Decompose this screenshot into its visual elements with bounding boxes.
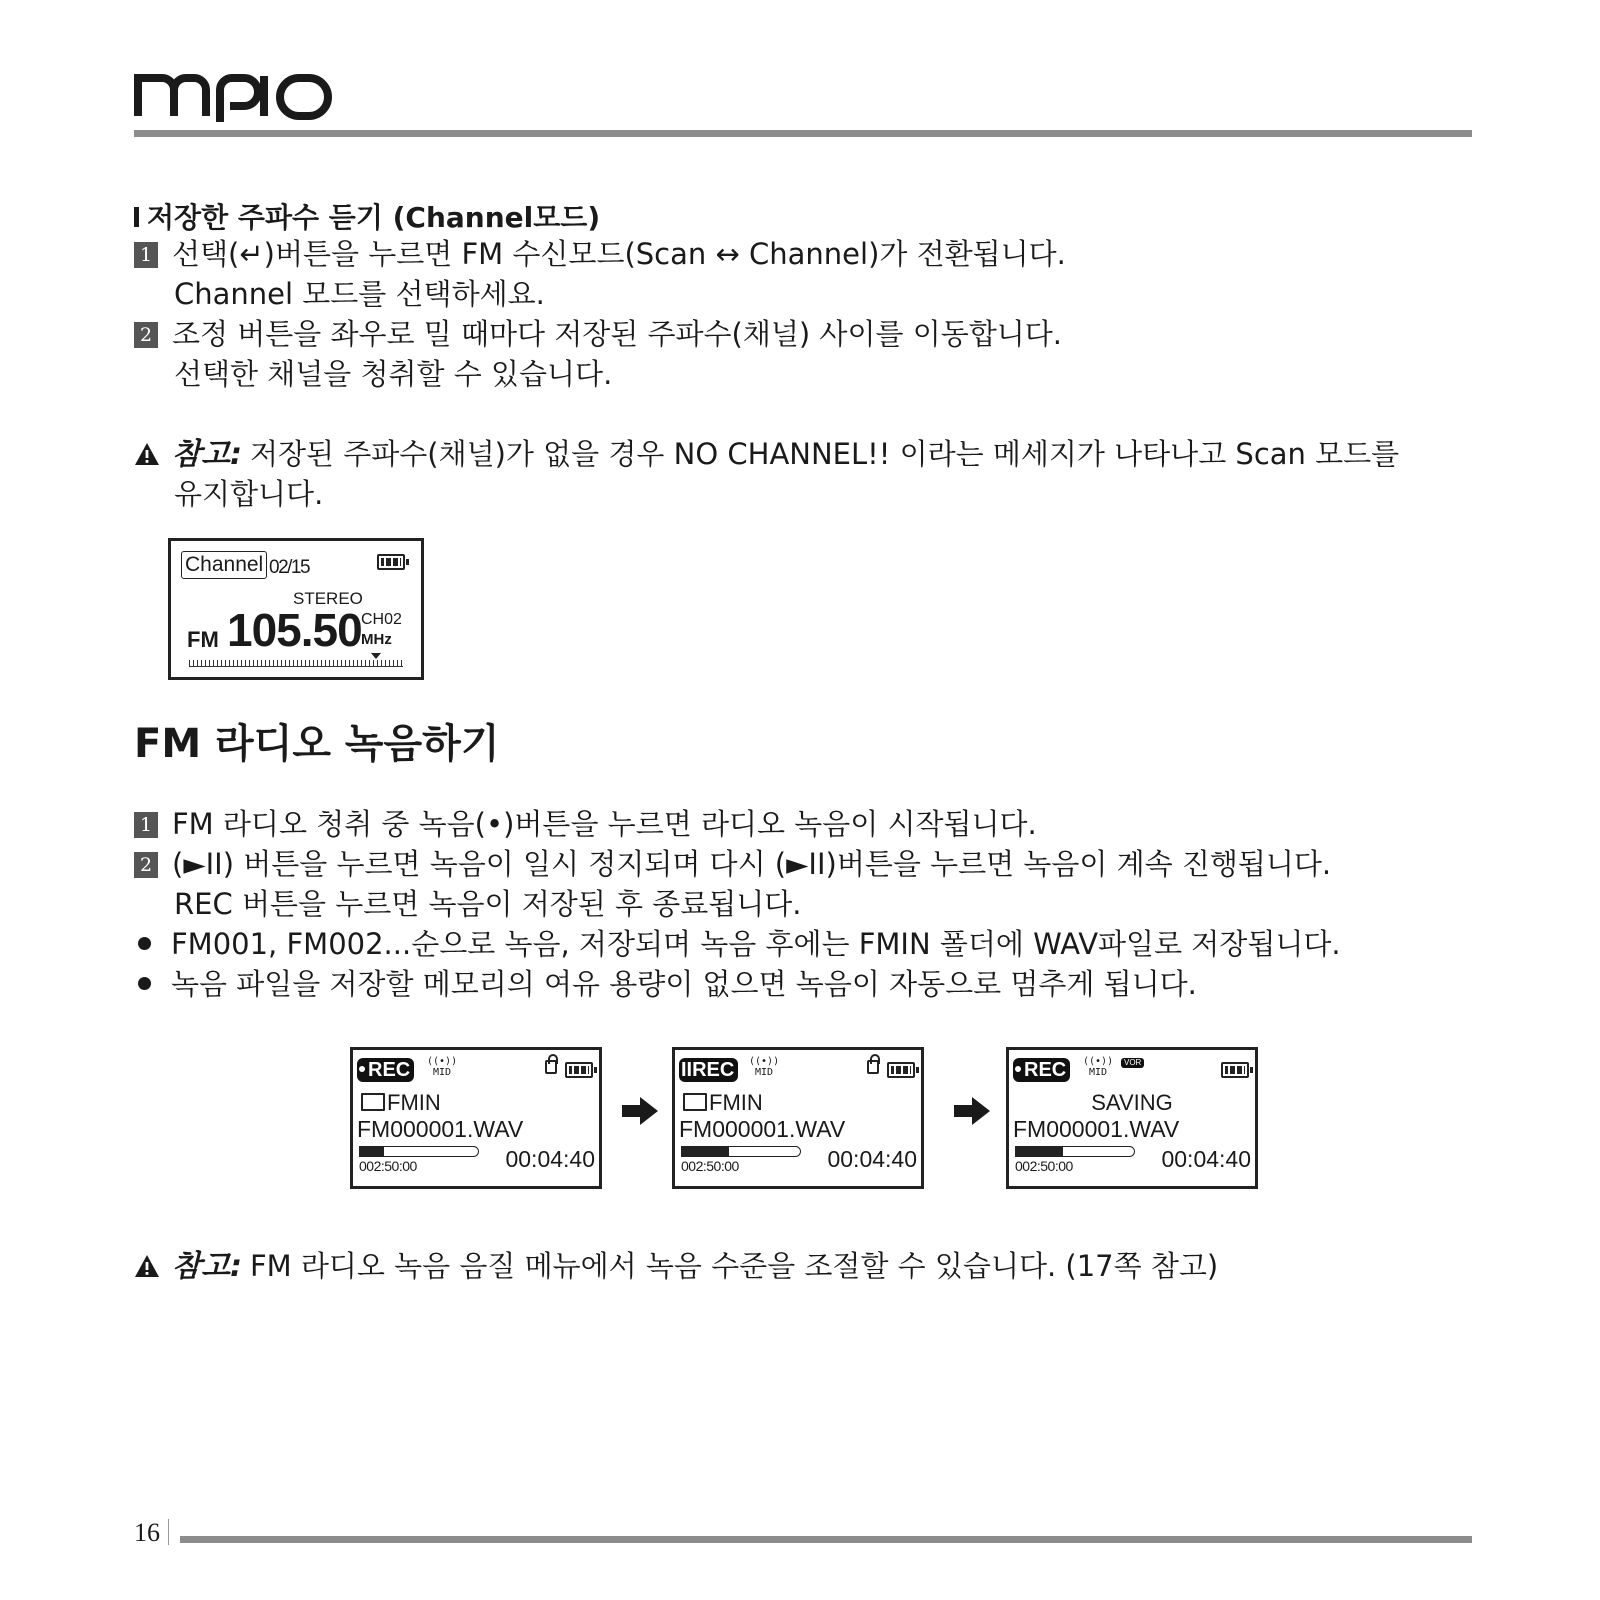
- remaining-time: 002:50:00: [1015, 1158, 1073, 1174]
- file-name: FM000001.WAV: [357, 1116, 524, 1142]
- mid-label: ((•)) MID: [1083, 1056, 1114, 1078]
- mid-label: ((•)) MID: [749, 1056, 780, 1078]
- step-2-channel: 2 조정 버튼을 좌우로 밀 때마다 저장된 주파수(채널) 사이를 이동합니다.: [134, 314, 1062, 354]
- recording-progress-bar: [359, 1146, 479, 1157]
- remaining-time: 002:50:00: [681, 1158, 739, 1174]
- battery-icon: [377, 554, 405, 570]
- channel-count: 02/15: [269, 557, 310, 578]
- recording-progress-bar: [681, 1146, 801, 1157]
- step-1-record: 1 FM 라디오 청취 중 녹음(•)버튼을 누르면 라디오 녹음이 시작됩니다.: [134, 804, 1037, 844]
- saving-status: SAVING: [1091, 1090, 1173, 1115]
- bullet-item: 녹음 파일을 저장할 메모리의 여유 용량이 없으면 녹음이 자동으로 멈추게 됩니다.: [134, 964, 1197, 1004]
- arrow-right-icon: [952, 1095, 992, 1127]
- page-number: 16: [134, 1518, 169, 1548]
- lock-icon: [545, 1060, 557, 1074]
- step-2-continued: 선택한 채널을 청취할 수 있습니다.: [174, 357, 613, 391]
- elapsed-time: 00:04:40: [827, 1146, 917, 1172]
- rec-paused-badge: IIREC: [679, 1058, 738, 1082]
- bullet-icon: [138, 977, 151, 990]
- step-1-continued: Channel 모드를 선택하세요.: [174, 277, 545, 311]
- folder-label: FMIN: [361, 1090, 441, 1116]
- lcd-recording-screen: [350, 1047, 602, 1189]
- remaining-time: 002:50:00: [359, 1158, 417, 1174]
- channel-number: CH02: [361, 611, 402, 628]
- rec-badge: REC: [1013, 1058, 1070, 1082]
- frequency: 105.50: [227, 604, 362, 656]
- note-channel: 참고: 저장된 주파수(채널)가 없을 경우 NO CHANNEL!! 이라는 메세지가 나타나고 Scan 모드를: [134, 434, 1399, 475]
- warning-icon: [134, 442, 160, 466]
- file-name: FM000001.WAV: [679, 1116, 846, 1142]
- frequency-unit: MHz: [361, 631, 392, 648]
- recording-progress-bar: [1015, 1146, 1135, 1157]
- lcd-paused-screen: [672, 1047, 924, 1189]
- step-number: 2: [134, 852, 158, 878]
- elapsed-time: 00:04:40: [1161, 1146, 1251, 1172]
- lock-icon: [867, 1060, 879, 1074]
- note-channel-continued: 유지합니다.: [174, 477, 324, 511]
- bullet-icon: [138, 937, 151, 950]
- step-number: 1: [134, 812, 158, 838]
- folder-icon: [683, 1093, 707, 1111]
- stereo-label: STEREO: [293, 589, 363, 608]
- battery-icon: [565, 1062, 593, 1078]
- warning-icon: [134, 1254, 160, 1278]
- arrow-right-icon: [620, 1095, 660, 1127]
- lcd-channel-screen: [168, 538, 424, 680]
- lcd-saving-screen: [1006, 1047, 1258, 1189]
- band-label: FM: [187, 627, 219, 652]
- folder-icon: [361, 1093, 385, 1111]
- step-2-record-continued: REC 버튼을 누르면 녹음이 저장된 후 종료됩니다.: [174, 887, 802, 921]
- battery-icon: [1221, 1062, 1249, 1078]
- mid-label: ((•)) MID: [427, 1056, 458, 1078]
- elapsed-time: 00:04:40: [505, 1146, 595, 1172]
- file-name: FM000001.WAV: [1013, 1116, 1180, 1142]
- mode-label: Channel: [181, 551, 267, 579]
- step-number: 2: [134, 322, 158, 348]
- section-heading-record: FM 라디오 녹음하기: [134, 721, 500, 767]
- mpio-logo: [134, 58, 334, 122]
- bullet-item: FM001, FM002...순으로 녹음, 저장되며 녹음 후에는 FMIN 폴더에 WAV파일로 저장됩니다.: [134, 924, 1341, 964]
- battery-icon: [887, 1062, 915, 1078]
- note-record: 참고: FM 라디오 녹음 음질 메뉴에서 녹음 수준을 조절할 수 있습니다. (17쪽 참고): [134, 1246, 1218, 1287]
- tuner-pointer-icon: [371, 653, 381, 659]
- rec-badge: REC: [357, 1058, 414, 1082]
- header-rule: [134, 130, 1472, 137]
- footer-rule: [180, 1536, 1472, 1543]
- tuner-scale: [189, 660, 403, 667]
- step-1-channel: 1 선택(↵)버튼을 누르면 FM 수신모드(Scan ↔ Channel)가 전환됩니다.: [134, 234, 1066, 274]
- section-heading-channel: 저장한 주파수 듣기 (Channel모드): [134, 196, 600, 236]
- folder-label: FMIN: [683, 1090, 763, 1116]
- step-number: 1: [134, 242, 158, 268]
- step-2-record: 2 (►II) 버튼을 누르면 녹음이 일시 정지되며 다시 (►II)버튼을 누르면 녹음이 계속 진행됩니다.: [134, 844, 1331, 884]
- vor-badge: VOR: [1121, 1058, 1144, 1068]
